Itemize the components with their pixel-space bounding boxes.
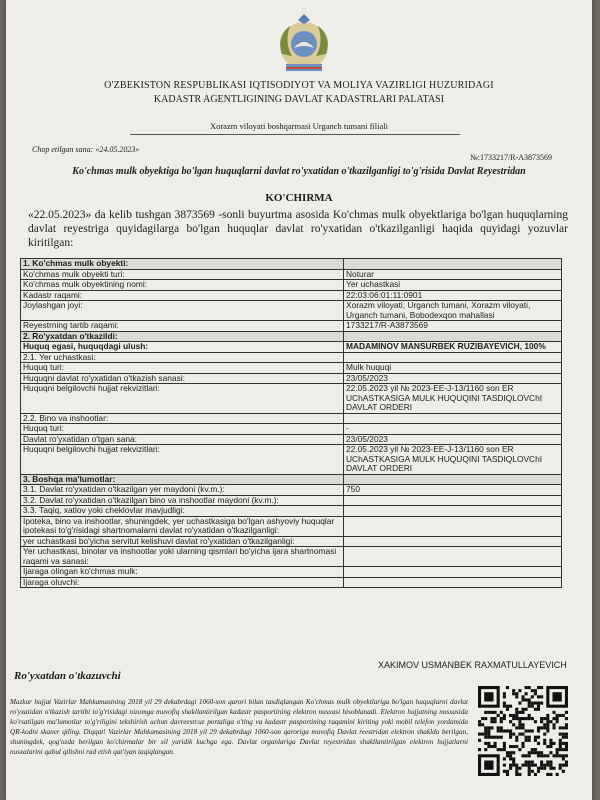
table-section-row [21,474,562,485]
table-row [21,290,562,301]
table-row [21,434,562,445]
field-value [344,506,562,517]
field-value [344,413,562,424]
field-label: Joylashgan joyi: [21,301,344,321]
table-row [21,301,562,321]
field-label: Huquq egasi, huquqdagi ulush: [21,342,344,353]
field-label: 3.1. Davlat ro'yxatidan o'tkazilgan yer maydoni (kv.m.): [21,485,344,496]
field-value: Mulk huquqi [344,363,562,374]
field-label: 3. Boshqa ma'lumotlar: [21,474,344,485]
field-label: Ko'chmas mulk obyekti turi: [21,269,344,280]
field-value: 23/05/2023 [344,373,562,384]
table-row [21,342,562,353]
field-value: MADAMINOV MANSURBEK RUZIBAYEVICH, 100% [344,342,562,353]
field-label: Yer uchastkasi, binolar va inshootlar yoki ularning qismlari bo'yicha ijara shartnomasi raqami va sanasi: [21,547,344,567]
branch-heading: Xorazm viloyati boshqarmasi Urganch tumani filiali [209,121,389,131]
field-value: 22:03:06:01:11:0901 [344,290,562,301]
table-section-row [21,331,562,342]
field-value: Noturar [344,269,562,280]
registration-number: №:1733217/R-A3873569 [470,153,552,162]
table-row [21,373,562,384]
field-value [344,577,562,588]
table-row [21,506,562,517]
field-value [344,495,562,506]
field-label: Huquqni belgilovchi hujjat rekvizitlari: [21,384,344,414]
table-row [21,384,562,414]
field-label: Davlat ro'yxatidan o'tgan sana: [21,434,344,445]
print-date: Chop etilgan sana: «24.05.2023» [32,145,140,154]
table-row [21,495,562,506]
qr-code-icon[interactable] [478,686,568,776]
table-row [21,445,562,475]
field-label: 2. Ro'yxatdan o'tkazildi: [21,331,344,342]
table-row [21,536,562,547]
field-label: 2.1. Yer uchastkasi: [21,352,344,363]
ministry-heading: O'ZBEKISTON RESPUBLIKASI IQTISODIYOT VA MOLIYA VAZIRLIGI HUZURIDAGI [104,80,494,91]
document-title: Ko'chmas mulk obyektiga bo'lgan huquqlarni davlat ro'yxatidan o'tkazilganligi to'g'risida Davlat Reyestridan [72,166,526,177]
table-row [21,547,562,567]
field-label: yer uchastkasi bo'yicha servitut kelishuvi davlat ro'yxatidan o'tkazilganligi: [21,536,344,547]
field-label: Huquq turi: [21,363,344,374]
field-value: 750 [344,485,562,496]
table-row [21,485,562,496]
field-value [344,536,562,547]
field-label: Ko'chmas mulk obyektining nomi: [21,280,344,291]
legal-notice: Mazkur hujjat Vazirlar Mahkamasining 2018 yil 29 dekabrdagi 1060-son qarori bilan tasdiqlangan Ko'chmas mulk obyektlariga bo'lgan huquqlarni davlat ro'yxatidan o'tkazish tartibi to'g'risidagi nizomga muvofiq shakllantirilgan kadastr pasportining elektron nusxasi hisoblanadi. Elektron hujjatning nusxasida ko'rsatilgan ma'lumotlar to'g'riligini tekshirish uchun davreestr.uz portaliga o'ting va kadastr pasportining raqamini kiriting yoki mobil telefon yordamida QR-kodni skaner qiling. Diqqat! Vazirlar Mahkamasining 2018 yil 29 dekabrdagi 1060-son qaroriga muvofiq Davlat reestridan elektron shaklda berilgan, shuningdek, qog'ozda berilgan ko'chirmalar bir xil yuridik kuchga ega. Davlat organlariga Davlat reyestridan shakllantirilgan elektron hujjatlarni nusxalarini qabul qilishni rad etish qat'iyan taqiqlangan. [10,698,468,756]
field-label: 2.2. Bino va inshootlar: [21,413,344,424]
registry-table [20,258,562,588]
table-row [21,352,562,363]
table-row [21,269,562,280]
document-subtitle: KO'CHIRMA [265,192,333,204]
field-label: Ipoteka, bino va inshootlar, shuningdek, yer uchastkasiga bo'lgan ashyoviy huquqlar ipotekasi to'g'risidagi shartnomalarni davlat ro'yxatidan o'tkazilganligi: [21,516,344,536]
registrar-name: XAKIMOV USMANBEK RAXMATULLAYEVICH [378,660,567,670]
field-value [344,474,562,485]
intro-paragraph: «22.05.2023» da kelib tushgan 3873569 -sonli buyurtma asosida Ko'chmas mulk obyektlariga bo'lgan huquqlarning davlat reyestriga quyidagilarga bo'lgan huquqlar davlat ro'yxatidan o'tkazilganligi haqida quyidagi yozuvlar kiritilgan: [28,209,568,249]
field-value: - [344,424,562,435]
table-row [21,321,562,332]
field-value [344,547,562,567]
table-row [21,516,562,536]
agency-heading: KADASTR AGENTLIGINING DAVLAT KADASTRLARI PALATASI [153,94,445,105]
field-value: 22.05.2023 yil № 2023-EE-J-13/1160 son ER UChASTKASIGA MULK HUQUQINI TASDIQLOVChI DAVLAT ORDERI [344,445,562,475]
document-page [6,0,592,800]
field-value [344,567,562,578]
field-label: 3.3. Taqiq, xatlov yoki cheklovlar mavjudligi: [21,506,344,517]
field-value [344,352,562,363]
field-value: 22.05.2023 yil № 2023-EE-J-13/1160 son ER UChASTKASIGA MULK HUQUQINI TASDIQLOVChI DAVLAT ORDERI [344,384,562,414]
field-label: Huquqni belgilovchi hujjat rekvizitlari: [21,445,344,475]
table-row [21,413,562,424]
field-label: 1. Ko'chmas mulk obyekti: [21,259,344,270]
field-value [344,331,562,342]
state-emblem-icon [268,14,340,78]
field-value [344,259,562,270]
field-label: Huquq turi: [21,424,344,435]
table-row [21,567,562,578]
table-row [21,424,562,435]
table-row [21,577,562,588]
field-label: 3.2. Davlat ro'yxatidan o'tkazilgan bino va inshootlar maydoni (kv.m.): [21,495,344,506]
registrar-role: Ro'yxatdan o'tkazuvchi [14,670,121,682]
field-value: 1733217/R-A3873569 [344,321,562,332]
table-row [21,363,562,374]
field-value: Yer uchastkasi [344,280,562,291]
field-label: Kadastr raqami: [21,290,344,301]
field-label: Reyestrning tartib raqami: [21,321,344,332]
field-value: Xorazm viloyati, Urganch tumani, Xorazm viloyati, Urganch tumani, Bobodexqon mahallasi [344,301,562,321]
table-section-row [21,259,562,270]
field-value: 23/05/2023 [344,434,562,445]
field-label: Ijaraga oluvchi: [21,577,344,588]
field-label: Ijaraga olingan ko'chmas mulk: [21,567,344,578]
field-label: Huquqni davlat ro'yxatidan o'tkazish sanasi: [21,373,344,384]
table-row [21,280,562,291]
field-value [344,516,562,536]
divider [130,134,460,135]
